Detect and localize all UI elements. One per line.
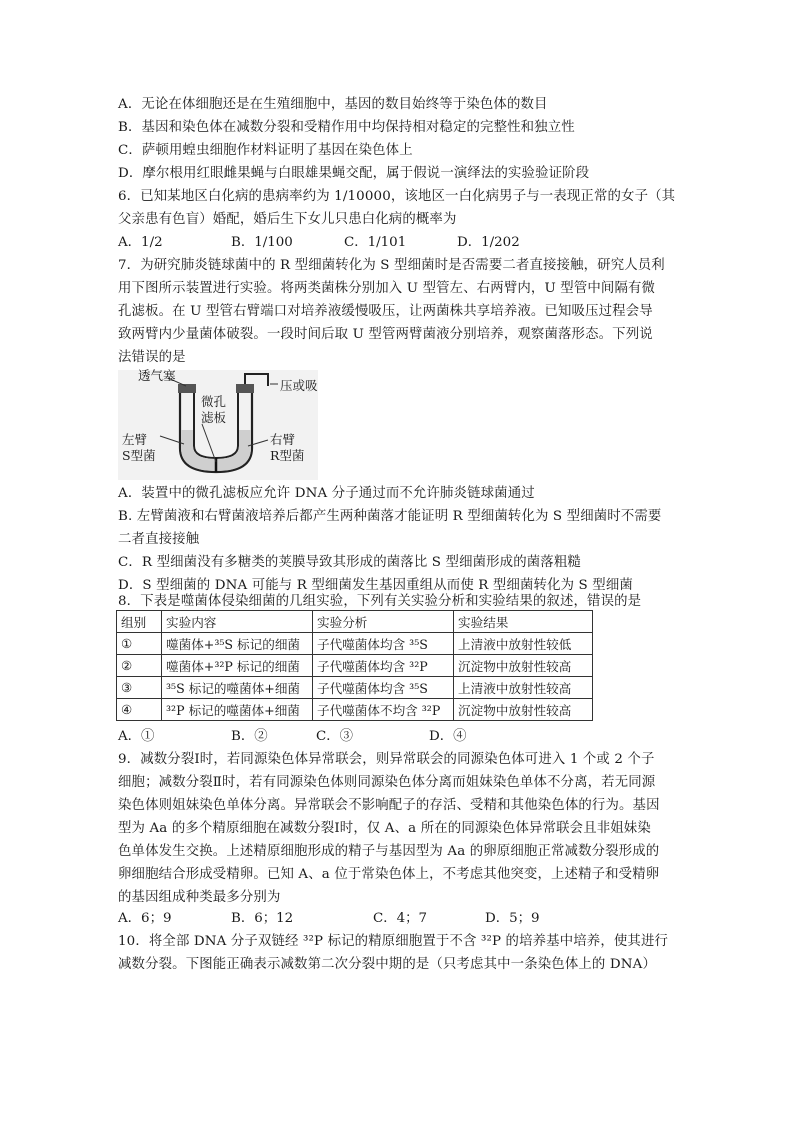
q7-option-b-line-2: 二者直接接触 (118, 532, 200, 547)
table-header: 实验分析 (313, 611, 454, 633)
table-cell: ② (117, 655, 162, 677)
q6-option-d: D．1/202 (457, 235, 520, 250)
q5-option-d: D．摩尔根用红眼雌果蝇与白眼雄果蝇交配，属于假说一演绎法的实验验证阶段 (118, 166, 590, 181)
label-left-arm: 左臂 (122, 432, 148, 447)
q7-option-d: D．S 型细菌的 DNA 可能与 R 型细菌发生基因重组从而使 R 型细菌转化为 S 型细菌 (118, 578, 633, 593)
q8-option-b: B．② (231, 729, 268, 744)
q5-option-c: C．萨顿用蝗虫细胞作材料证明了基因在染色体上 (118, 143, 413, 158)
label-right-r-type: R型菌 (270, 448, 305, 463)
table-cell: 噬菌体+³²P 标记的细菌 (162, 655, 313, 677)
q5-option-a: A．无论在体细胞还是在生殖细胞中，基因的数目始终等于染色体的数目 (118, 97, 548, 112)
experiment-table (116, 610, 593, 721)
u-tube-figure (118, 370, 318, 480)
table-row (117, 699, 593, 721)
q9-stem-line-2: 细胞；减数分裂Ⅱ时，若有同源染色体则同源染色体分离而姐妹染色单体不分离，若无同源 (118, 775, 656, 790)
q9-stem-line-3: 染色体则姐妹染色单体分离。异常联会不影响配子的存活、受精和其他染色体的行为。基因 (118, 798, 660, 813)
label-right-arm: 右臂 (270, 432, 296, 447)
q10-stem-line-1: 10．将全部 DNA 分子双链经 ³²P 标记的精原细胞置于不含 ³²P 的培养基中培养，使其进行 (118, 934, 669, 949)
table-header-row (117, 611, 593, 633)
table-cell: 噬菌体+³⁵S 标记的细菌 (162, 633, 313, 655)
q8-option-d: D．④ (429, 729, 467, 744)
table-cell: 子代噬菌体均含 ³²P (313, 655, 454, 677)
table-cell: ③ (117, 677, 162, 699)
table-cell: 子代噬菌体不均含 ³²P (313, 699, 454, 721)
q5-option-b: B．基因和染色体在减数分裂和受精作用中均保持相对稳定的完整性和独立性 (118, 120, 575, 135)
q7-option-c: C．R 型细菌没有多糖类的荚膜导致其形成的菌落比 S 型细菌形成的菌落粗糙 (118, 555, 581, 570)
q8-option-c: C．③ (316, 729, 354, 744)
q6-option-b: B．1/100 (231, 235, 293, 250)
label-filter-1: 微孔 (201, 394, 227, 409)
table-cell: ³²P 标记的噬菌体+细菌 (162, 699, 313, 721)
q9-stem-line-5: 色单体发生交换。上述精原细胞形成的精子与基因型为 Aa 的卵原细胞正常减数分裂形成的 (118, 844, 660, 859)
q7-stem-line-2: 用下图所示装置进行实验。将两类菌株分别加入 U 型管左、右两臂内，U 型管中间隔有微 (118, 281, 656, 296)
q7-option-b-line-1: B. 左臂菌液和右臂菌液培养后都产生两种菌落才能证明 R 型细菌转化为 S 型细菌时不需要 (118, 509, 662, 524)
label-left-s-type: S型菌 (122, 448, 156, 463)
table-row (117, 655, 593, 677)
table-header: 实验内容 (162, 611, 313, 633)
q6-stem-line-1: 6．已知某地区白化病的患病率约为 1/10000，该地区一白化病男子与一表现正常的女子（其 (118, 189, 676, 204)
q8-stem: 8．下表是噬菌体侵染细菌的几组实验，下列有关实验分析和实验结果的叙述，错误的是 (118, 594, 642, 609)
q9-option-b: B．6；12 (231, 911, 294, 926)
q7-stem-line-3: 孔滤板。在 U 型管右臂端口对培养液缓慢吸压，让两菌株共享培养液。已知吸压过程会导 (118, 304, 653, 319)
table-cell: 子代噬菌体均含 ³⁵S (313, 677, 454, 699)
table-row (117, 677, 593, 699)
table-header: 实验结果 (454, 611, 593, 633)
table-cell: 子代噬菌体均含 ³⁵S (313, 633, 454, 655)
q7-option-a: A．装置中的微孔滤板应允许 DNA 分子通过而不允许肺炎链球菌通过 (118, 486, 535, 501)
table-cell: ④ (117, 699, 162, 721)
table-cell: 上清液中放射性较高 (454, 677, 593, 699)
table-cell: 沉淀物中放射性较高 (454, 699, 593, 721)
table-cell: 上清液中放射性较低 (454, 633, 593, 655)
label-breathable-plug: 透气塞 (138, 368, 176, 383)
q6-option-a: A．1/2 (118, 235, 163, 250)
label-press-or-suck: 压或吸 (280, 378, 318, 393)
table-header: 组别 (117, 611, 162, 633)
label-filter-2: 滤板 (201, 410, 227, 425)
q9-option-a: A．6；9 (118, 911, 172, 926)
q7-stem-line-5: 法错误的是 (118, 350, 186, 365)
q6-option-c: C．1/101 (344, 235, 407, 250)
q6-stem-line-2: 父亲患有色盲）婚配，婚后生下女儿只患白化病的概率为 (118, 212, 457, 227)
table-row (117, 633, 593, 655)
q9-stem-line-1: 9．减数分裂Ⅰ时，若同源染色体异常联会，则异常联会的同源染色体可进入 1 个或 2 个子 (118, 752, 655, 767)
q9-option-d: D．5；9 (485, 911, 540, 926)
q9-option-c: C．4；7 (373, 911, 428, 926)
table-cell: 沉淀物中放射性较高 (454, 655, 593, 677)
q9-stem-line-6: 卵细胞结合形成受精卵。已知 A、a 位于常染色体上，不考虑其他突变，上述精子和受精卵 (118, 867, 660, 882)
q9-stem-line-7: 的基因组成种类最多分别为 (118, 890, 281, 905)
q9-stem-line-4: 型为 Aa 的多个精原细胞在减数分裂Ⅰ时，仅 A、a 所在的同源染色体异常联会且非姐妹染 (118, 821, 651, 836)
table-cell: ³⁵S 标记的噬菌体+细菌 (162, 677, 313, 699)
q10-stem-line-2: 减数分裂。下图能正确表示减数第二次分裂中期的是（只考虑其中一条染色体上的 DNA） (118, 957, 656, 972)
q7-stem-line-4: 致两臂内少量菌体破裂。一段时间后取 U 型管两臂菌液分别培养，观察菌落形态。下列说 (118, 327, 653, 342)
q8-option-a: A．① (118, 729, 155, 744)
table-cell: ① (117, 633, 162, 655)
q7-stem-line-1: 7．为研究肺炎链球菌中的 R 型细菌转化为 S 型细菌时是否需要二者直接接触，研究人员利 (118, 258, 665, 273)
